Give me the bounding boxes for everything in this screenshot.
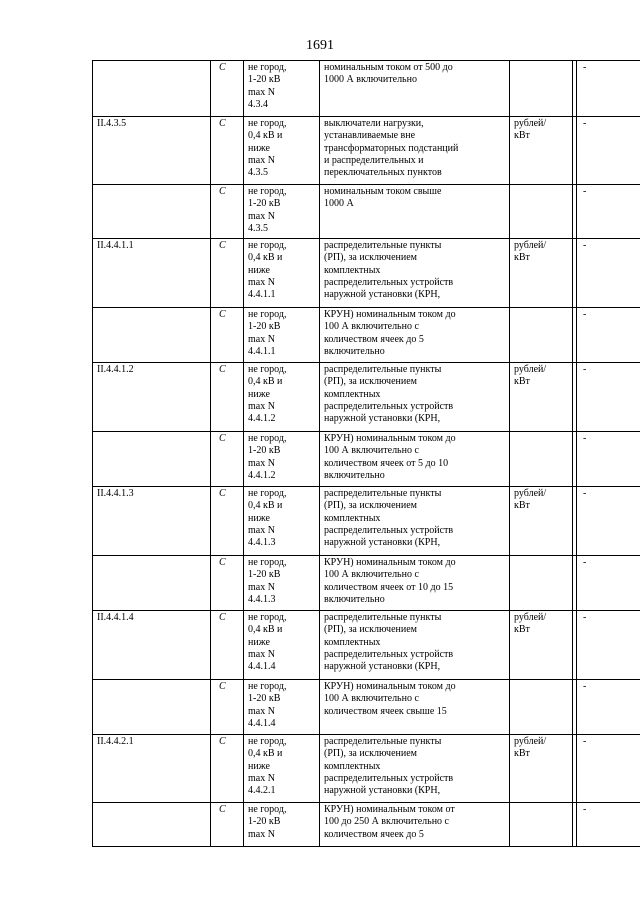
row-category: C bbox=[211, 680, 244, 735]
row-unit bbox=[510, 61, 573, 117]
tariff-table bbox=[92, 60, 640, 847]
row-value: - bbox=[577, 680, 640, 735]
row-category: C bbox=[211, 61, 244, 117]
row-value: - bbox=[577, 117, 640, 185]
row-value: - bbox=[577, 611, 640, 680]
row-condition: не город, 1-20 кВ max N 4.3.5 bbox=[244, 185, 320, 239]
row-description: распределительные пункты (РП), за исключением комплектных распределительных устройств наружной установки (КРН, bbox=[320, 611, 510, 680]
row-description: КРУН) номинальным током до 100 А включительно с количеством ячеек до 5 включительно bbox=[320, 308, 510, 363]
row-value: - bbox=[577, 239, 640, 308]
row-condition: не город, 1-20 кВ max N bbox=[244, 803, 320, 847]
table-row bbox=[93, 735, 640, 803]
row-condition: не город, 0,4 кВ и ниже max N 4.3.5 bbox=[244, 117, 320, 185]
row-code bbox=[93, 556, 211, 611]
row-category: C bbox=[211, 239, 244, 308]
row-category: C bbox=[211, 308, 244, 363]
row-value: - bbox=[577, 363, 640, 432]
row-unit: рублей/ кВт bbox=[510, 611, 573, 680]
row-condition: не город, 1-20 кВ max N 4.3.4 bbox=[244, 61, 320, 117]
row-unit: рублей/ кВт bbox=[510, 239, 573, 308]
row-unit: рублей/ кВт bbox=[510, 117, 573, 185]
row-description: распределительные пункты (РП), за исключением комплектных распределительных устройств наружной установки (КРН, bbox=[320, 363, 510, 432]
table-row bbox=[93, 239, 640, 308]
table-row bbox=[93, 680, 640, 735]
row-description: распределительные пункты (РП), за исключением комплектных распределительных устройств наружной установки (КРН, bbox=[320, 487, 510, 556]
row-value: - bbox=[577, 735, 640, 803]
row-code bbox=[93, 61, 211, 117]
row-code bbox=[93, 803, 211, 847]
row-description: КРУН) номинальным током до 100 А включительно с количеством ячеек от 10 до 15 включительно bbox=[320, 556, 510, 611]
row-category: C bbox=[211, 611, 244, 680]
row-category: C bbox=[211, 117, 244, 185]
table-row bbox=[93, 117, 640, 185]
row-description: распределительные пункты (РП), за исключением комплектных распределительных устройств наружной установки (КРН, bbox=[320, 239, 510, 308]
row-unit bbox=[510, 185, 573, 239]
row-value: - bbox=[577, 185, 640, 239]
table-row bbox=[93, 61, 640, 117]
tariff-table-container bbox=[92, 60, 640, 847]
row-description: выключатели нагрузки, устанавливаемые вне трансформаторных подстанций и распределительных и переключательных пунктов bbox=[320, 117, 510, 185]
row-code bbox=[93, 185, 211, 239]
row-description: КРУН) номинальным током до 100 А включительно с количеством ячеек свыше 15 bbox=[320, 680, 510, 735]
row-unit: рублей/ кВт bbox=[510, 487, 573, 556]
row-category: C bbox=[211, 556, 244, 611]
row-code: II.4.4.1.4 bbox=[93, 611, 211, 680]
row-code: II.4.4.1.2 bbox=[93, 363, 211, 432]
tariff-table-body bbox=[93, 61, 640, 847]
row-condition: не город, 0,4 кВ и ниже max N 4.4.2.1 bbox=[244, 735, 320, 803]
table-row bbox=[93, 185, 640, 239]
table-row bbox=[93, 363, 640, 432]
row-unit: рублей/ кВт bbox=[510, 735, 573, 803]
row-category: C bbox=[211, 363, 244, 432]
row-value: - bbox=[577, 556, 640, 611]
row-value: - bbox=[577, 432, 640, 487]
row-code: II.4.4.1.3 bbox=[93, 487, 211, 556]
table-row bbox=[93, 308, 640, 363]
row-unit bbox=[510, 432, 573, 487]
row-unit bbox=[510, 680, 573, 735]
row-description: номинальным током от 500 до 1000 А включительно bbox=[320, 61, 510, 117]
table-row bbox=[93, 611, 640, 680]
row-unit: рублей/ кВт bbox=[510, 363, 573, 432]
row-value: - bbox=[577, 61, 640, 117]
row-category: C bbox=[211, 487, 244, 556]
row-condition: не город, 1-20 кВ max N 4.4.1.1 bbox=[244, 308, 320, 363]
row-condition: не город, 1-20 кВ max N 4.4.1.2 bbox=[244, 432, 320, 487]
table-row bbox=[93, 556, 640, 611]
row-category: C bbox=[211, 735, 244, 803]
row-description: распределительные пункты (РП), за исключением комплектных распределительных устройств наружной установки (КРН, bbox=[320, 735, 510, 803]
row-condition: не город, 0,4 кВ и ниже max N 4.4.1.2 bbox=[244, 363, 320, 432]
table-row bbox=[93, 487, 640, 556]
row-condition: не город, 0,4 кВ и ниже max N 4.4.1.4 bbox=[244, 611, 320, 680]
row-unit bbox=[510, 556, 573, 611]
row-code bbox=[93, 432, 211, 487]
row-condition: не город, 0,4 кВ и ниже max N 4.4.1.1 bbox=[244, 239, 320, 308]
row-description: КРУН) номинальным током до 100 А включительно с количеством ячеек от 5 до 10 включительно bbox=[320, 432, 510, 487]
row-code: II.4.3.5 bbox=[93, 117, 211, 185]
row-code bbox=[93, 680, 211, 735]
row-code: II.4.4.2.1 bbox=[93, 735, 211, 803]
row-code: II.4.4.1.1 bbox=[93, 239, 211, 308]
row-condition: не город, 1-20 кВ max N 4.4.1.4 bbox=[244, 680, 320, 735]
row-value: - bbox=[577, 487, 640, 556]
row-condition: не город, 0,4 кВ и ниже max N 4.4.1.3 bbox=[244, 487, 320, 556]
row-value: - bbox=[577, 803, 640, 847]
table-row bbox=[93, 803, 640, 847]
row-description: КРУН) номинальным током от 100 до 250 А включительно с количеством ячеек до 5 bbox=[320, 803, 510, 847]
row-condition: не город, 1-20 кВ max N 4.4.1.3 bbox=[244, 556, 320, 611]
row-unit bbox=[510, 308, 573, 363]
page-number: 1691 bbox=[306, 38, 334, 53]
row-value: - bbox=[577, 308, 640, 363]
row-category: C bbox=[211, 803, 244, 847]
row-category: C bbox=[211, 185, 244, 239]
table-row bbox=[93, 432, 640, 487]
row-code bbox=[93, 308, 211, 363]
row-description: номинальным током свыше 1000 А bbox=[320, 185, 510, 239]
row-unit bbox=[510, 803, 573, 847]
row-category: C bbox=[211, 432, 244, 487]
